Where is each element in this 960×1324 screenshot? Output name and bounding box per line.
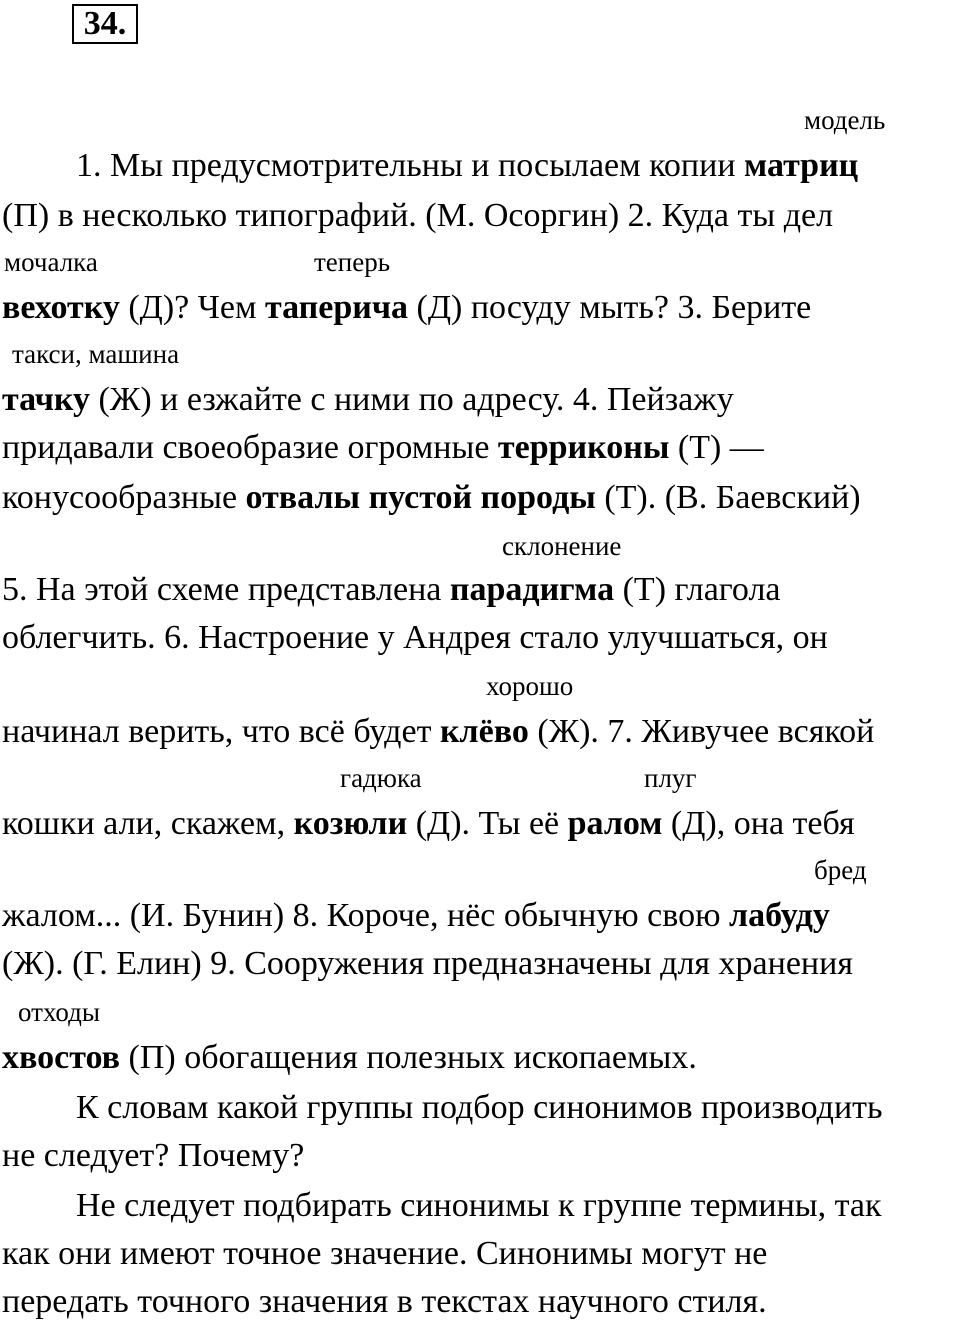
text-segment: 5. На этой схеме представлена: [2, 571, 450, 608]
answer-line-1: Не следует подбирать синонимы к группе термины, так: [76, 1187, 882, 1224]
gloss-ralom: плуг: [644, 763, 697, 793]
gloss-khvostov: отходы: [18, 997, 101, 1027]
text-segment: (Т). (В. Баевский): [595, 479, 861, 516]
term-khvostov: хвостов: [2, 1039, 120, 1076]
text-line-13: [2, 1038, 697, 1078]
text-segment: (Ж) и езжайте с ними по адресу. 4. Пейзажу: [90, 381, 734, 418]
answer-line-3: передать точного значения в текстах научного стиля.: [2, 1283, 767, 1320]
gloss-labudu: бред: [814, 855, 867, 885]
gloss-matritsy: модель: [804, 105, 886, 135]
gloss-vekhotku: мочалка: [4, 247, 98, 277]
answer-line-2: как они имеют точное значение. Синонимы могут не: [2, 1235, 768, 1272]
term-ralom: ралом: [567, 805, 663, 842]
question-line-1: К словам какой группы подбор синонимов производить: [76, 1089, 883, 1126]
text-line-3: [2, 288, 811, 328]
text-segment: (Т) —: [669, 429, 764, 466]
term-labudu: лабуду: [729, 897, 830, 934]
exercise-number: 34.: [72, 4, 138, 44]
term-taperich: таперича: [264, 289, 409, 326]
text-segment: придавали своеобразие огромные: [2, 429, 498, 466]
gloss-taperich: теперь: [314, 247, 391, 277]
text-line-6: [2, 478, 861, 518]
text-segment: кошки али, скажем,: [2, 805, 294, 842]
text-segment: (Ж). 7. Живучее всякой: [528, 713, 875, 750]
text-line-1: [76, 146, 858, 186]
term-klevo: клёво: [439, 713, 529, 750]
text-line-5: [2, 428, 764, 468]
term-matritsy: матриц: [744, 147, 859, 184]
text-segment: жалом... (И. Бунин) 8. Короче, нёс обычную свою: [2, 897, 729, 934]
text-line-11: [2, 896, 830, 936]
text-line-9: [2, 712, 874, 752]
text-segment: (Д). Ты её: [407, 805, 568, 842]
gloss-klevo: хорошо: [486, 671, 574, 701]
text-segment: (Д) посуду мыть? 3. Берите: [408, 289, 812, 326]
text-line-12: (Ж). (Г. Елин) 9. Сооружения предназначены для хранения: [2, 945, 853, 982]
text-segment: начинал верить, что всё будет: [2, 713, 440, 750]
term-vekhotku: вехотку: [2, 289, 120, 326]
term-paradigma: парадигма: [449, 571, 615, 608]
term-kozyuli: козюли: [293, 805, 408, 842]
text-line-7: [2, 570, 781, 610]
gloss-paradigma: склонение: [502, 531, 622, 561]
text-segment: (Д)? Чем: [119, 289, 265, 326]
term-otvaly: отвалы пустой породы: [245, 479, 596, 516]
term-tachku: тачку: [2, 381, 91, 418]
text-segment: конусообразные: [2, 479, 246, 516]
text-segment: (Д), она тебя: [662, 805, 855, 842]
text-line-8: облегчить. 6. Настроение у Андрея стало улучшаться, он: [2, 619, 828, 656]
term-terrikony: терриконы: [497, 429, 670, 466]
text-segment: 1. Мы предусмотрительны и посылаем копии: [76, 147, 745, 184]
gloss-tachku: такси, машина: [12, 339, 180, 369]
text-segment: (Т) глагола: [614, 571, 781, 608]
question-line-2: не следует? Почему?: [2, 1137, 305, 1174]
gloss-kozyuli: гадюка: [340, 763, 422, 793]
text-line-10: [2, 804, 855, 844]
text-segment: (П) обогащения полезных ископаемых.: [120, 1039, 697, 1076]
text-line-2: (П) в несколько типографий. (М. Осоргин) 2. Куда ты дел: [2, 197, 834, 234]
text-line-4: [2, 380, 734, 420]
